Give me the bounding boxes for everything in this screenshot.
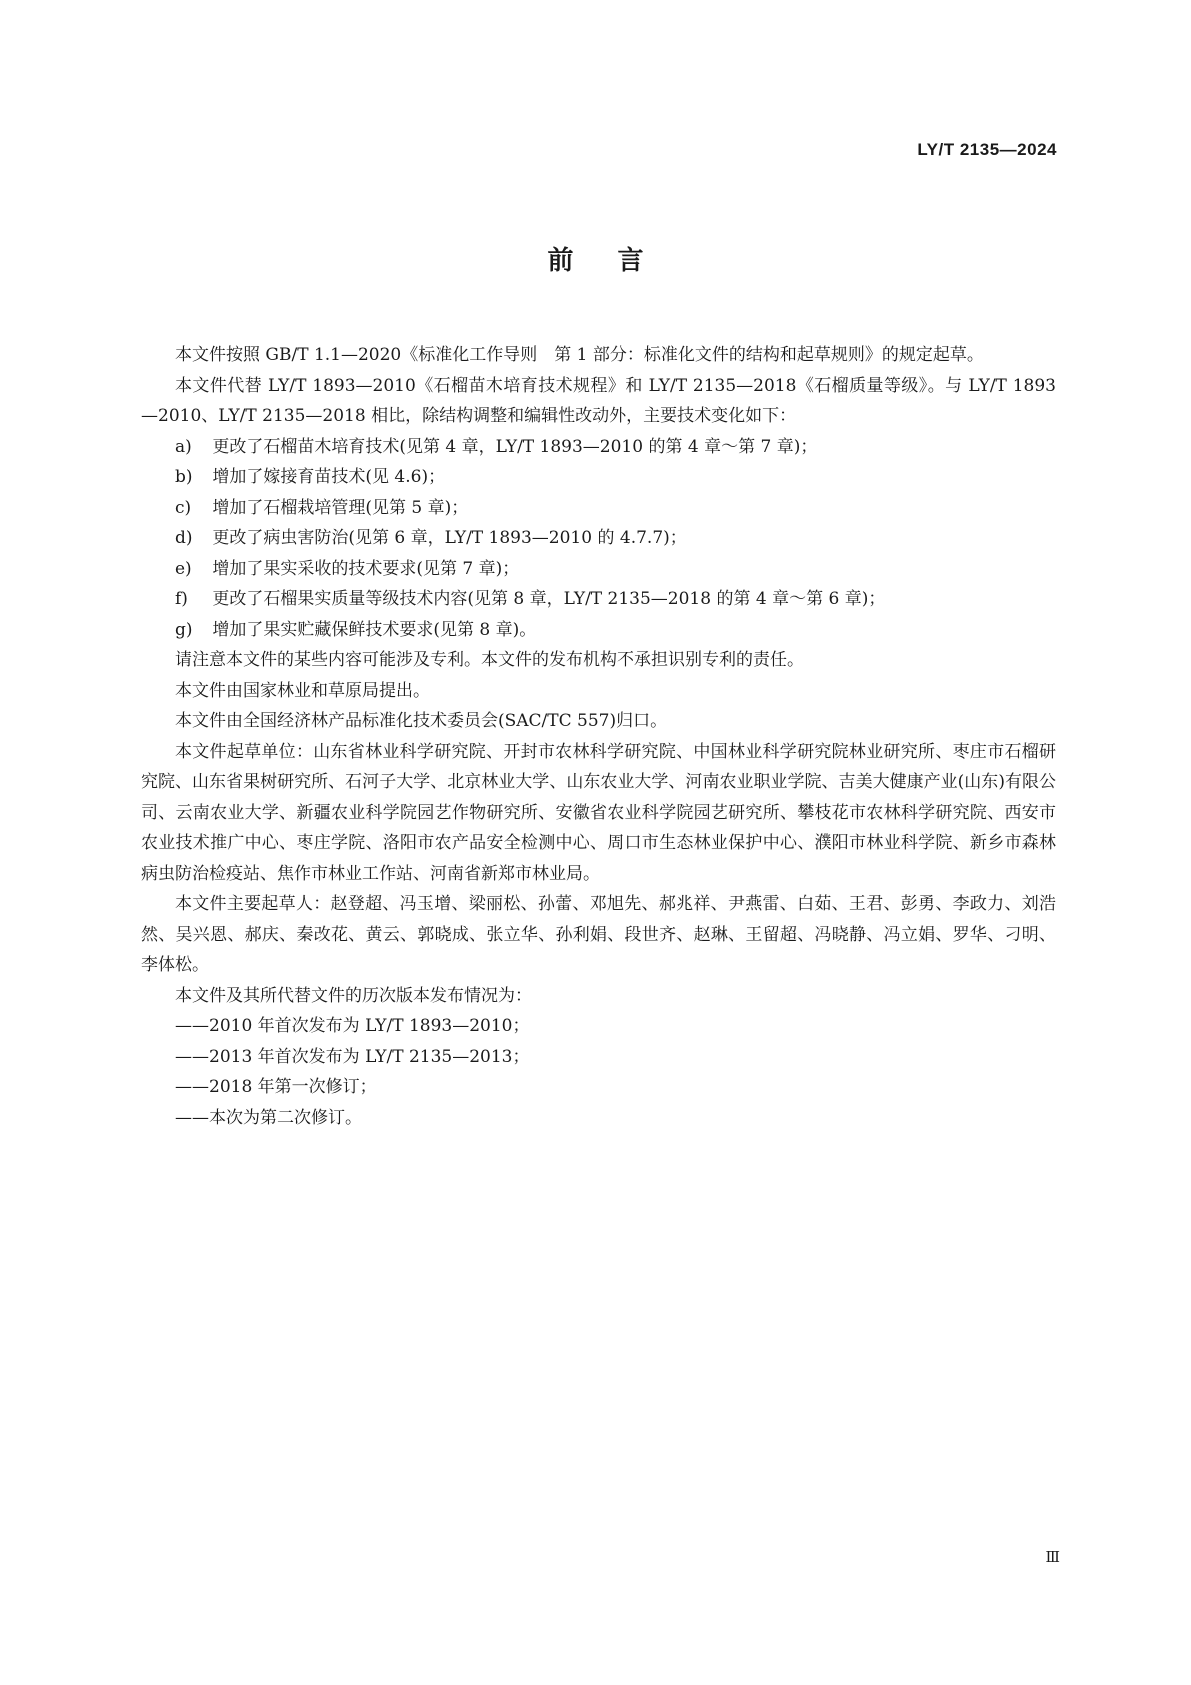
list-item-label: e)	[175, 558, 192, 579]
list-item	[141, 554, 1056, 585]
history-list	[141, 1011, 1056, 1133]
list-item-text: 增加了嫁接育苗技术(见 4.6)；	[212, 467, 446, 487]
list-item-text: 增加了果实贮藏保鲜技术要求(见第 8 章)。	[212, 619, 537, 640]
list-item	[141, 493, 1056, 524]
list-item	[141, 523, 1056, 554]
paragraph-proposer: 本文件由国家林业和草原局提出。	[175, 680, 430, 701]
history-item: ——2010 年首次发布为 LY/T 1893—2010；	[175, 1016, 530, 1036]
history-item: ——本次为第二次修订。	[175, 1107, 362, 1128]
list-item-label: b)	[175, 467, 193, 487]
paragraph-drafting-rules: 本文件按照 GB/T 1.1—2020《标准化工作导则 第 1 部分：标准化文件的结构和起草规则》的规定起草。	[175, 345, 984, 365]
history-item: ——2018 年第一次修订；	[175, 1077, 377, 1097]
list-item-label: c)	[175, 497, 192, 518]
list-item	[141, 462, 1056, 493]
list-item	[141, 432, 1056, 463]
paragraph-replacement: 本文件代替 LY/T 1893—2010《石榴苗木培育技术规程》和 LY/T 2135—2018《石榴质量等级》。与 LY/T 1893—2010、LY/T 2135—2018 相比，除结构调整和编辑性改动外，主要技术变化如下：	[141, 375, 1056, 426]
paragraph-patent-notice: 请注意本文件的某些内容可能涉及专利。本文件的发布机构不承担识别专利的责任。	[175, 650, 804, 670]
paragraph-drafting-units: 本文件起草单位：山东省林业科学研究院、开封市农林科学研究院、中国林业科学研究院林业研究所、枣庄市石榴研究院、山东省果树研究所、石河子大学、北京林业大学、山东农业大学、河南农业职业学院、吉美大健康产业(山东)有限公司、云南农业大学、新疆农业科学院园艺作物研究所、安徽省农业科学院园艺研究所、攀枝花市农林科学研究院、西安市农业技术推广中心、枣庄学院、洛阳市农产品安全检测中心、周口市生态林业保护中心、濮阳市林业科学院、新乡市森林病虫防治检疫站、焦作市林业工作站、河南省新郑市林业局。	[141, 741, 1056, 884]
list-item-text: 更改了石榴苗木培育技术(见第 4 章，LY/T 1893—2010 的第 4 章～第 7 章)；	[212, 436, 818, 457]
document-body	[141, 340, 1056, 1133]
list-item-text: 增加了石榴栽培管理(见第 5 章)；	[212, 497, 469, 518]
paragraph-drafters: 本文件主要起草人：赵登超、冯玉增、梁丽松、孙蕾、邓旭先、郝兆祥、尹燕雷、白茹、王君、彭勇、李政力、刘浩然、吴兴恩、郝庆、秦改花、黄云、郭晓成、张立华、孙利娟、段世齐、赵琳、王留超、冯晓静、冯立娟、罗华、刁明、李体松。	[141, 894, 1056, 975]
page-title: 前言	[547, 246, 688, 276]
list-item-label: g)	[175, 619, 193, 640]
page-number: Ⅲ	[1045, 1548, 1060, 1566]
list-item-label: a)	[175, 436, 192, 457]
list-item-text: 更改了病虫害防治(见第 6 章，LY/T 1893—2010 的 4.7.7)；	[212, 528, 687, 548]
paragraph-technical-committee: 本文件由全国经济林产品标准化技术委员会(SAC/TC 557)归口。	[175, 711, 668, 731]
list-item-label: d)	[175, 528, 193, 548]
list-item-text: 增加了果实采收的技术要求(见第 7 章)；	[212, 558, 520, 579]
paragraph-version-history: 本文件及其所代替文件的历次版本发布情况为：	[175, 985, 532, 1006]
history-item: ——2013 年首次发布为 LY/T 2135—2013；	[175, 1046, 530, 1067]
list-item	[141, 584, 1056, 615]
list-item-label: f)	[175, 589, 188, 609]
list-item	[141, 615, 1056, 646]
changes-list	[141, 432, 1056, 646]
standard-code: LY/T 2135—2024	[917, 140, 1057, 159]
list-item-text: 更改了石榴果实质量等级技术内容(见第 8 章，LY/T 2135—2018 的第 4 章～第 6 章)；	[212, 589, 886, 609]
